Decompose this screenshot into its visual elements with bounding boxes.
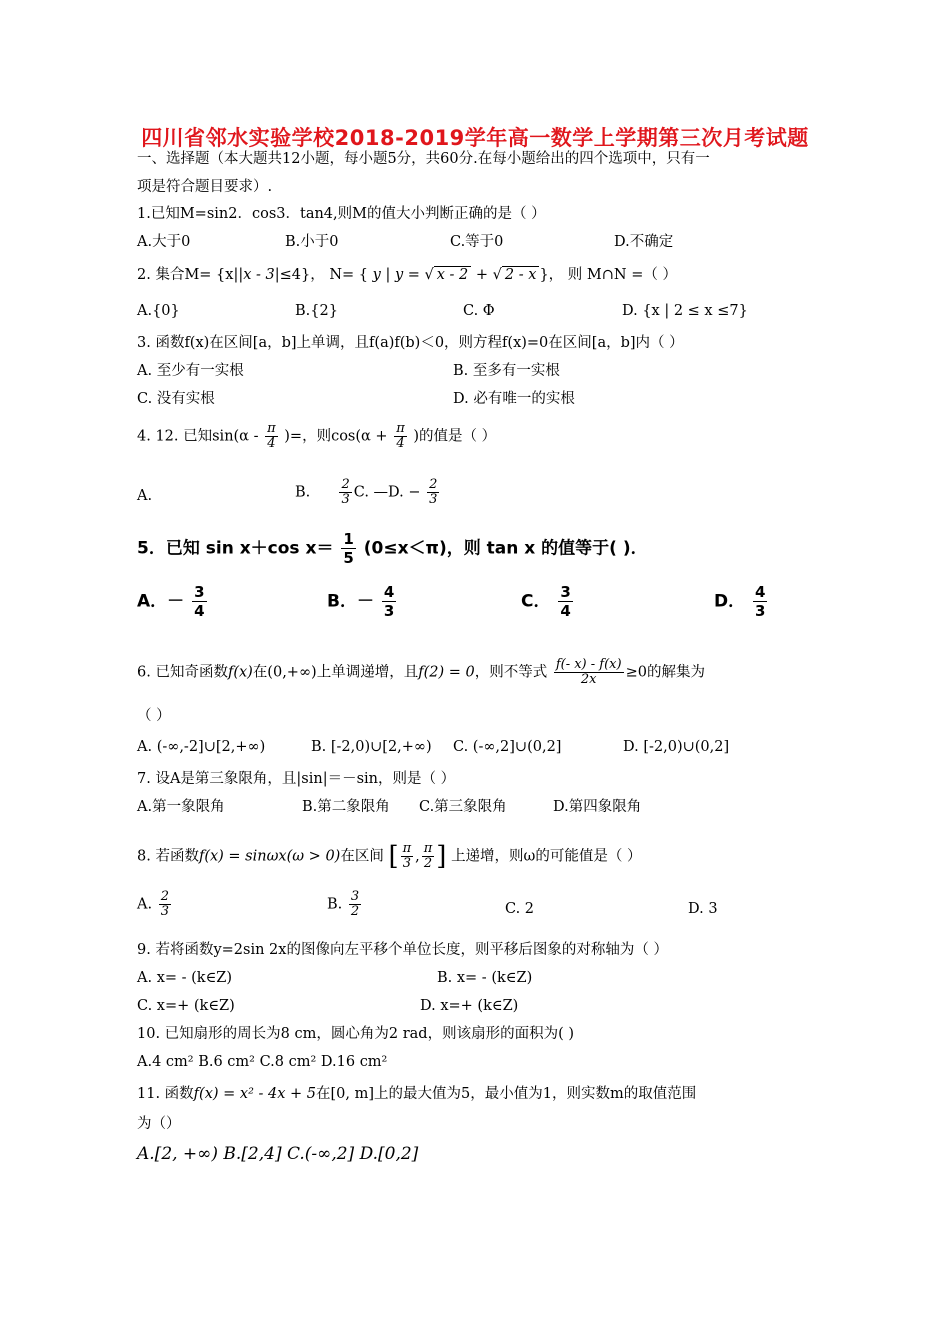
q3-option-d: D. 必有唯一的实根 [453, 391, 575, 407]
q5-option-c [521, 583, 575, 620]
q4-fraction-3 [339, 478, 351, 507]
q4-f4-num: 2 [429, 477, 438, 492]
q6-option-b: B. [-2,0)∪[2,+∞) [311, 739, 432, 755]
q6-option-a: A. (-∞,-2]∪[2,+∞) [137, 739, 266, 755]
q8-a-fraction [159, 890, 171, 919]
q5-d-fraction [753, 583, 767, 620]
q8-option-c: C. 2 [505, 901, 535, 917]
q6-f-den: 2x [580, 672, 597, 687]
q8-b-den: 2 [350, 904, 360, 919]
q6-stem [137, 658, 705, 687]
q8-stem-mid: 在区间 [340, 848, 384, 865]
q8-func: f(x) = sinωx(ω > 0) [198, 848, 341, 865]
q5-f-den: 5 [343, 549, 354, 567]
q1-option-a: A.大于0 [137, 234, 191, 250]
q8-stem-pre: 8. 若函数 [137, 848, 199, 865]
q8-stem-post: 上递增，则ω的可能值是（ ） [451, 848, 642, 865]
q9-stem: 9. 若将函数y=2sin 2x的图像向左平移个单位长度，则平移后图象的对称轴为（ ） [137, 942, 669, 958]
q6-fx: f(x) [227, 664, 253, 681]
q8-option-d: D. 3 [688, 901, 718, 917]
q2-stem-mid: |≤4}， N= { [274, 267, 369, 283]
q8-interval-right [422, 842, 435, 871]
q5-c-num: 3 [560, 583, 571, 601]
q5-c-label: C． [521, 591, 551, 612]
q1-option-c: C.等于0 [450, 234, 504, 250]
q8-i2-den: 2 [423, 856, 433, 871]
q4-options-bcd [295, 478, 441, 507]
q8-a-num: 2 [160, 889, 169, 904]
q10-options: A.4 cm² B.6 cm² C.8 cm² D.16 cm² [137, 1054, 388, 1070]
q2-option-b: B.{2} [295, 303, 338, 319]
sqrt-sign-icon: √ [492, 267, 502, 283]
q4-stem-pre: 4. 12. 已知sin(α - [137, 428, 259, 445]
q5-d-den: 3 [755, 602, 766, 620]
q2-stem-y: y | y = [368, 267, 420, 283]
q7-option-d: D.第四象限角 [553, 799, 642, 815]
q8-stem: 8. 若函数f(x) = sinωx(ω > 0)在区间 [ $\frac{\pi}{3}$ , $\frac{\pi}{2}$ ] 上递增，则ω的可能值是（ ） [137, 841, 642, 872]
q7-option-a: A.第一象限角 [137, 799, 225, 815]
q3-option-c: C. 没有实根 [137, 391, 215, 407]
section-intro-line1: 一、选择题（本大题共12小题，每小题5分，共60分.在每小题给出的四个选项中，只有一 [137, 151, 710, 167]
q1-stem: 1.已知M=sin2．cos3．tan4,则M的值大小判断正确的是（ ） [137, 206, 546, 222]
q5-stem [137, 530, 648, 567]
q5-stem-post: (0≤x＜π)，则 tan x 的值等于( )． [363, 538, 648, 559]
q7-stem: 7. 设A是第三象限角，且|sin|＝－sin，则是（ ） [137, 771, 456, 787]
q6-f2: f(2) = 0 [418, 664, 475, 681]
q5-f-num: 1 [343, 530, 354, 548]
q5-option-d [714, 583, 769, 620]
q5-c-den: 4 [560, 602, 571, 620]
q6-stem-mid2: ，则不等式 [474, 664, 548, 681]
q4-stem-mid: )=，则cos(α + [284, 428, 388, 445]
q4-option-b: B. [295, 484, 311, 501]
q9-option-b: B. x= - (k∈Z) [437, 970, 533, 986]
q9-option-c: C. x=+ (k∈Z) [137, 998, 235, 1014]
q8-option-b [327, 890, 363, 919]
q5-b-fraction [382, 583, 396, 620]
q2-option-a: A.{0} [137, 303, 180, 319]
q6-f-num: f(- x) - f(x) [555, 657, 622, 672]
right-bracket-icon: ] [436, 841, 447, 872]
q5-b-num: 4 [383, 583, 395, 601]
q5-c-fraction [558, 583, 572, 620]
q2-plus: + [475, 267, 489, 283]
q5-fraction [341, 530, 355, 567]
q2-sqrt-1: x - 2 [434, 266, 472, 283]
q3-option-b: B. 至多有一实根 [453, 363, 560, 379]
q11-func: f(x) = x² - 4x + 5 [193, 1086, 317, 1102]
q4-fraction-1 [265, 422, 278, 451]
exam-title: 四川省邻水实验学校2018-2019学年高一数学上学期第三次月考试题 [141, 126, 809, 150]
q2-stem-abs: x - 3 [243, 267, 275, 283]
q2-stem-pre: 2. 集合M= {x|| [137, 267, 244, 283]
q4-stem [137, 422, 496, 451]
q5-a-fraction [192, 583, 206, 620]
q8-i2-num: π [423, 841, 433, 856]
q11-stem-line2: 为（） [137, 1116, 181, 1132]
q5-b-den: 3 [383, 602, 395, 620]
q6-fraction [554, 658, 624, 687]
q4-fraction-2 [394, 422, 407, 451]
q8-a-den: 3 [160, 904, 169, 919]
q10-stem: 10. 已知扇形的周长为8 cm，圆心角为2 rad，则该扇形的面积为( ) [137, 1026, 574, 1042]
q4-f1-den: 4 [267, 436, 276, 451]
q5-d-label: D． [714, 591, 746, 612]
q6-option-d: D. [-2,0)∪(0,2] [623, 739, 730, 755]
q5-stem-pre: 5．已知 sin x＋cos x＝ [137, 538, 334, 559]
q2-option-c: C. Φ [463, 303, 495, 319]
q4-fraction-4 [427, 478, 439, 507]
q5-a-label: A．－ [137, 591, 185, 612]
q3-stem: 3. 函数f(x)在区间[a，b]上单调，且f(a)f(b)＜0，则方程f(x)=0在区间[a，b]内（ ） [137, 335, 684, 351]
q2-option-d: D. {x | 2 ≤ x ≤7} [622, 303, 748, 319]
q7-option-b: B.第二象限角 [302, 799, 390, 815]
q5-a-num: 3 [194, 583, 205, 601]
q6-stem-post: ≥0的解集为 [625, 664, 705, 681]
q8-i1-num: π [402, 841, 412, 856]
q2-stem [137, 266, 677, 284]
q6-stem-pre: 6. 已知奇函数 [137, 664, 228, 681]
q8-b-num: 3 [350, 889, 360, 904]
sqrt-sign-icon: √ [424, 267, 434, 283]
q6-paren: （ ） [137, 708, 171, 724]
q4-stem-post: )的值是（ ） [413, 428, 497, 445]
q4-option-cd: C. —D. − [353, 484, 421, 501]
q8-i1-den: 3 [402, 856, 411, 871]
q11-options: A.[2, +∞) B.[2,4] C.(-∞,2] D.[0,2] [137, 1144, 419, 1164]
q1-option-b: B.小于0 [285, 234, 339, 250]
q1-option-d: D.不确定 [614, 234, 674, 250]
q6-stem-mid: 在(0,+∞)上单调递增，且 [252, 664, 419, 681]
q5-option-a [137, 583, 209, 620]
q5-d-num: 4 [755, 583, 766, 601]
q4-f4-den: 3 [429, 492, 438, 507]
q8-a-label: A. [137, 896, 153, 913]
q3-option-a: A. 至少有一实根 [137, 363, 244, 379]
q7-option-c: C.第三象限角 [419, 799, 507, 815]
q5-option-b [327, 583, 398, 620]
left-bracket-icon: [ [388, 841, 399, 872]
q4-f2-den: 4 [396, 436, 405, 451]
q5-a-den: 4 [194, 602, 205, 620]
section-intro-line2: 项是符合题目要求）. [137, 179, 273, 195]
q4-option-a: A. [137, 488, 153, 504]
q4-f3-den: 3 [341, 492, 350, 507]
q8-interval-left [401, 842, 414, 871]
q9-option-a: A. x= - (k∈Z) [137, 970, 233, 986]
q6-option-c: C. (-∞,2]∪(0,2] [453, 739, 562, 755]
q11-stem [137, 1085, 696, 1103]
q8-option-a [137, 890, 173, 919]
q2-stem-post: }， 则 M∩N =（ ） [539, 267, 677, 283]
q8-b-label: B. [327, 896, 343, 913]
q8-b-fraction [349, 890, 361, 919]
q4-f2-num: π [396, 421, 405, 436]
q9-option-d: D. x=+ (k∈Z) [420, 998, 519, 1014]
q11-stem-pre: 11. 函数 [137, 1086, 194, 1102]
q11-stem-mid: 在[0, m]上的最大值为5，最小值为1，则实数m的取值范围 [316, 1086, 697, 1102]
q5-b-label: B．－ [327, 591, 374, 612]
q4-f1-num: π [267, 421, 276, 436]
q4-f3-num: 2 [341, 477, 350, 492]
q2-sqrt-2: 2 - x [502, 266, 540, 283]
